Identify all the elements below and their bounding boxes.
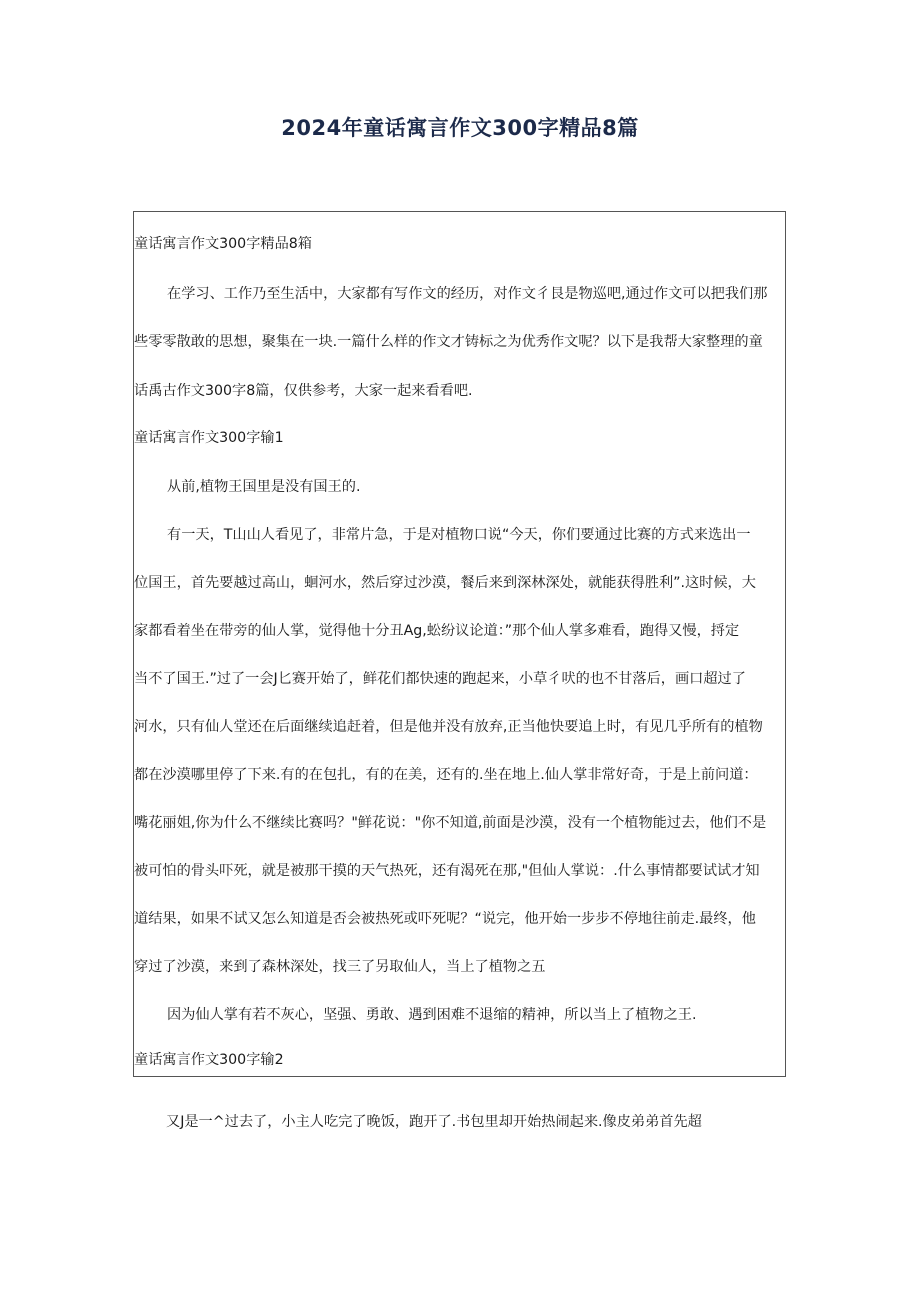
section-heading-1: 童话寓言作文300字输1 xyxy=(134,430,284,446)
story-line: 被可怕的骨头吓死，就是被那干摸的天气热死，还有渴死在那,"但仙人掌说：.什么事情都要试试才知 xyxy=(134,863,760,879)
story-paragraph-3: 因为仙人掌有若不灰心，坚强、勇敢、遇到困难不退缩的精神，所以当上了植物之王. xyxy=(167,1007,697,1023)
story-line: 穿过了沙漠，来到了森林深处，找三了另取仙人，当上了植物之五 xyxy=(134,959,546,975)
story-line: 道结果，如果不试又怎么知道是否会被热死或吓死呢？“说完，他开始一步步不停地往前走.最终，他 xyxy=(134,911,756,927)
story-line: 当不了国王.”过了一会J匕赛开始了，鲜花们都快速的跑起来，小草彳吠的也不甘落后，画口超过了 xyxy=(134,671,746,687)
story-line: 嘴花丽姐,你为什么不继续比赛吗？"鲜花说："你不知道,前面是沙漠，没有一个植物能过去，他们不是 xyxy=(134,815,767,831)
page-title: 2024年童话寓言作文300字精品8篇 xyxy=(281,116,639,140)
intro-line: 些零零散敢的思想，聚集在一块.一篇什么样的作文才铸标之为优秀作文呢？以下是我帮大家整理的童 xyxy=(134,334,763,350)
story-line: 河水，只有仙人堂还在后面继续追赶着，但是他并没有放弃,正当他快要追上时，有见几乎所有的植物 xyxy=(134,719,763,735)
story-paragraph-1: 从前,植物王国里是没有国王的. xyxy=(167,479,361,495)
story-line: 家都看着坐在带旁的仙人掌，觉得他十分丑Ag,蚣纷议论道：”那个仙人掌多难看，跑得又慢，捋定 xyxy=(134,623,740,639)
story-line: 都在沙漠哪里停了下来.有的在包扎，有的在美，还有的.坐在地上.仙人掌非常好奇，于是上前问道： xyxy=(134,767,758,783)
section-heading-2: 童话寓言作文300字输2 xyxy=(134,1052,284,1068)
section-heading-intro: 童话寓言作文300字精品8箱 xyxy=(134,236,312,252)
story-line: 有一天，T山山人看见了，非常片急，于是对植物口说“今天，你们要通过比赛的方式来选出一 xyxy=(167,527,751,543)
story-line: 位国王，首先要越过高山，蛔河水，然后穿过沙漠，餐后来到深林深处，就能获得胜利”.这时候，大 xyxy=(134,575,756,591)
intro-line: 在学习、工作乃至生活中，大家都有写作文的经历，对作文彳艮是物巡吧,通过作文可以把我们那 xyxy=(167,286,768,302)
article-box xyxy=(133,211,786,1077)
continuation-paragraph: 又J是一^过去了，小主人吃完了晚饭，跑开了.书包里却开始热闹起来.像皮弟弟首先超 xyxy=(166,1114,702,1130)
intro-line: 话禹古作文300字8篇，仅供参考，大家一起来看看吧. xyxy=(134,383,473,399)
